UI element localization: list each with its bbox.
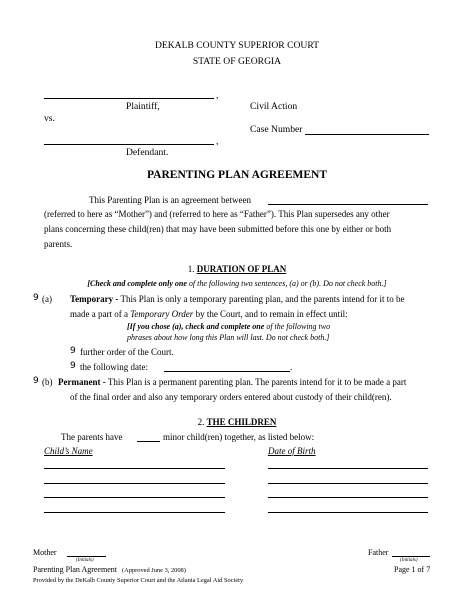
option-b-label: (b) bbox=[42, 377, 53, 387]
case-number-label: Case Number bbox=[250, 124, 303, 135]
section-2-number: 2. bbox=[197, 417, 205, 427]
civil-action-label: Civil Action bbox=[250, 101, 298, 112]
child-name-line[interactable] bbox=[44, 468, 225, 469]
option-a2-text: the following date: bbox=[80, 362, 148, 372]
plaintiff-comma: , bbox=[216, 90, 219, 101]
mother-initials-line[interactable] bbox=[67, 556, 106, 557]
document-title: PARENTING PLAN AGREEMENT bbox=[147, 169, 327, 181]
option-a2-checkbox[interactable]: 9 bbox=[70, 361, 76, 371]
option-a1-checkbox[interactable]: 9 bbox=[70, 346, 76, 356]
court-name: DEKALB COUNTY SUPERIOR COURT bbox=[154, 40, 320, 51]
father-initials-label: Father bbox=[368, 548, 389, 557]
section-1-heading bbox=[0, 264, 474, 275]
option-b-text-1: Permanent - This Plan is a permanent parenting plan. The parents intend for it to be made a part bbox=[58, 377, 407, 387]
footer-provided-by: Provided by the DeKalb County Superior Court and the Atlanta Legal Aid Society bbox=[33, 577, 244, 584]
state-name: STATE OF GEORGIA bbox=[192, 56, 282, 67]
intro-line-3: plans concerning these child(ren) that may have been submitted before this one by either or both bbox=[44, 224, 392, 234]
defendant-name-line[interactable] bbox=[44, 144, 214, 145]
child-dob-line[interactable] bbox=[268, 497, 428, 498]
child-dob-line[interactable] bbox=[268, 483, 428, 484]
option-b-checkbox[interactable]: 9 bbox=[33, 376, 39, 386]
section-1-title: DURATION OF PLAN bbox=[196, 264, 287, 274]
parties-name-line[interactable] bbox=[268, 204, 428, 205]
father-initials-caption: (Initials) bbox=[400, 558, 418, 563]
children-count-blank[interactable] bbox=[137, 441, 160, 442]
option-a1-text: further order of the Court. bbox=[80, 347, 174, 357]
option-b-text-2: of the final order and also any temporary orders entered about custody of their child(ren). bbox=[70, 392, 392, 402]
footer-page-number: Page 1 of 7 bbox=[394, 565, 431, 574]
section-2-heading bbox=[0, 417, 474, 428]
child-name-line[interactable] bbox=[44, 497, 225, 498]
plaintiff-label: Plaintiff, bbox=[126, 101, 160, 112]
option-a-note-1: [If you chose (a), check and complete one of the following two bbox=[127, 322, 331, 331]
footer-document-name: Parenting Plan Agreement (Approved June 3, 2008) bbox=[33, 565, 186, 574]
option-a-text-1: Temporary - This Plan is only a temporary parenting plan, and the parents intend for it to be bbox=[70, 294, 405, 304]
intro-line-2: (referred to here as “Mother”) and (referred to here as “Father”). This Plan supersedes any other bbox=[44, 209, 390, 219]
option-a-note-2: phrases about how long this Plan will last. Do not check both.] bbox=[127, 333, 330, 342]
intro-line-1: This Parenting Plan is an agreement between bbox=[89, 195, 251, 205]
child-name-line[interactable] bbox=[44, 512, 225, 513]
mother-initials-caption: (Initials) bbox=[76, 558, 94, 563]
end-date-line[interactable] bbox=[164, 371, 290, 372]
intro-line-4: parents. bbox=[44, 239, 73, 249]
defendant-comma: , bbox=[216, 136, 219, 147]
section-1-number: 1. bbox=[187, 264, 195, 274]
child-name-column-header: Child’s Name bbox=[44, 446, 93, 456]
child-name-line[interactable] bbox=[44, 483, 225, 484]
child-dob-line[interactable] bbox=[268, 468, 428, 469]
defendant-label: Defendant. bbox=[126, 147, 169, 158]
versus-label: vs. bbox=[44, 113, 55, 124]
option-a-label: (a) bbox=[42, 294, 52, 304]
date-of-birth-column-header: Date of Birth bbox=[268, 446, 316, 456]
children-count-line-a: The parents have bbox=[61, 432, 123, 442]
option-a-checkbox[interactable]: 9 bbox=[33, 293, 39, 303]
father-initials-line[interactable] bbox=[392, 556, 430, 557]
mother-initials-label: Mother bbox=[33, 548, 57, 557]
option-a-text-2: made a part of a Temporary Order by the Court, and to remain in effect until: bbox=[70, 309, 348, 319]
footer-approved-date: (Approved June 3, 2008) bbox=[121, 567, 186, 574]
option-a2-period: . bbox=[290, 362, 293, 372]
child-dob-line[interactable] bbox=[268, 512, 428, 513]
children-count-line-b: minor child(ren) together, as listed below: bbox=[163, 432, 315, 442]
section-2-title: THE CHILDREN bbox=[206, 417, 277, 427]
case-number-line[interactable] bbox=[305, 134, 429, 135]
section-1-instruction: [Check and complete only one of the following two sentences, (a) or (b). Do not check both.] bbox=[87, 279, 387, 288]
plaintiff-name-line[interactable] bbox=[44, 98, 214, 99]
